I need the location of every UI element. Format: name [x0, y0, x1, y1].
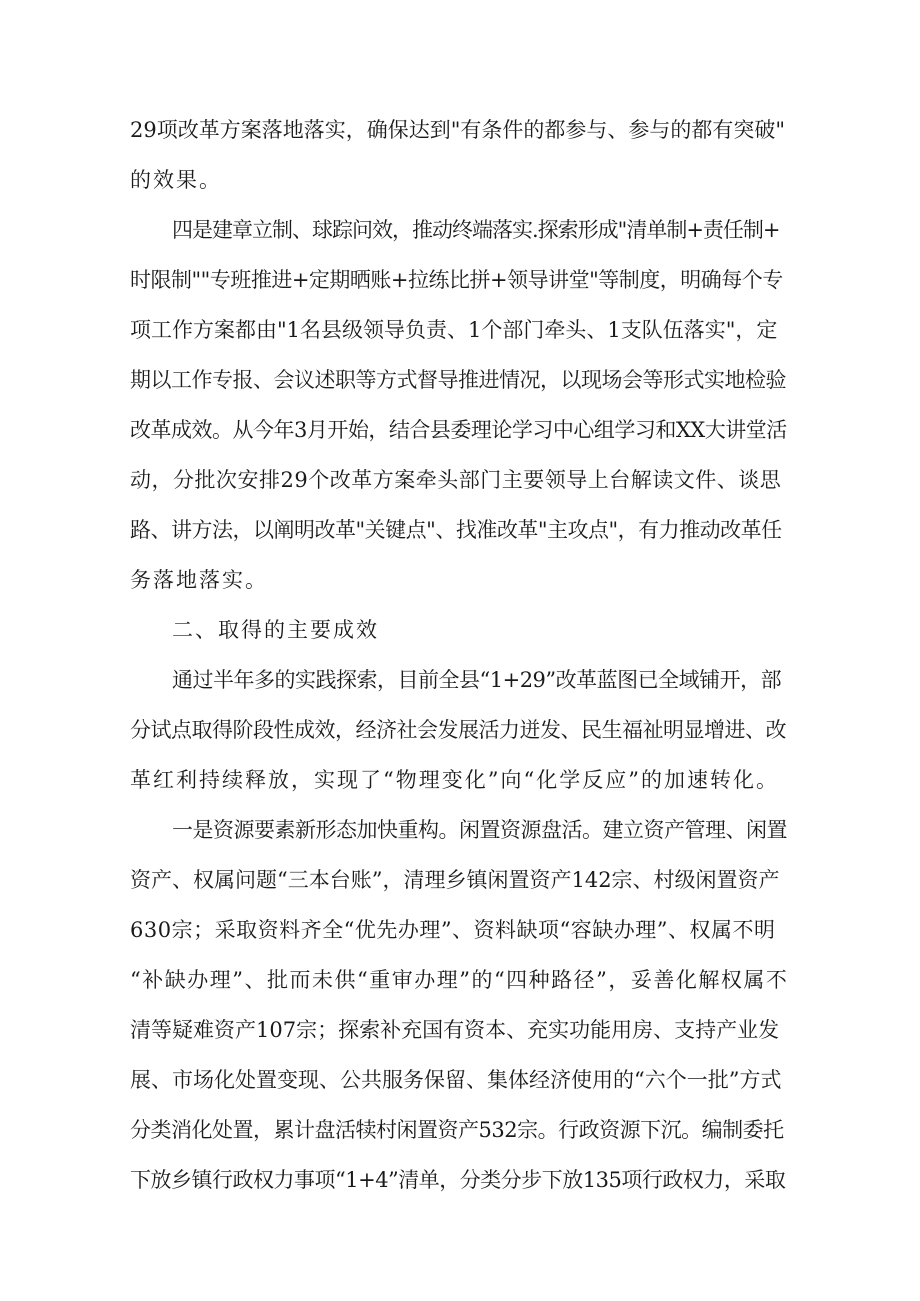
- section-heading: 二、取得的主要成效: [172, 618, 379, 642]
- paragraph-line: 下放乡镇行政权力事项“1+4”清单，分类分步下放135项行政权力，采取: [130, 1168, 786, 1192]
- paragraph-line: 630宗；采取资料齐全“优先办理”、资料缺项“容缺办理”、权属不明: [130, 918, 776, 942]
- paragraph-line: 四是建章立制、球踪问效，推动终端落实.探索形成"清单制+责任制+: [172, 218, 780, 242]
- paragraph-line: 29项改革方案落地落实，确保达到"有条件的都参与、参与的都有突破": [130, 118, 786, 142]
- paragraph-line: 分类消化处置，累计盘活犊村闲置资产532宗。行政资源下沉。编制委托: [130, 1118, 784, 1142]
- paragraph-line: 时限制""专班推进+定期晒账+拉练比拼+领导讲堂"等制度，明确每个专: [130, 268, 783, 292]
- paragraph-line: 分试点取得阶段性成效，经济社会发展活力迸发、民生福祉明显增进、改: [130, 718, 786, 742]
- paragraph-line: 改革成效。从今年3月开始，结合县委理论学习中心组学习和XX大讲堂活: [130, 418, 787, 442]
- paragraph-line: “补缺办理”、批而未供“重审办理”的“四种路径”，妥善化解权属不: [130, 968, 789, 992]
- paragraph-line: 路、讲方法，以阐明改革"关键点"、找准改革"主攻点"，有力推动改革任: [130, 518, 782, 542]
- paragraph-line: 展、市场化处置变现、公共服务保留、集体经济使用的“六个一批”方式: [130, 1068, 782, 1092]
- paragraph-line: 资产、权属问题“三本台账”，清理乡镇闲置资产142宗、村级闲置资产: [130, 868, 780, 892]
- paragraph-line: 的效果。: [130, 168, 222, 192]
- paragraph-line: 期以工作专报、会议述职等方式督导推进情况，以现场会等形式实地检验: [130, 368, 786, 392]
- paragraph-line: 革红利持续释放，实现了“物理变化”向“化学反应”的加速转化。: [130, 768, 779, 792]
- paragraph-line: 务落地落实。: [130, 568, 268, 592]
- paragraph-line: 项工作方案都由"1名县级领导负责、1个部门牵头、1支队伍落实"，定: [130, 318, 778, 342]
- paragraph-line: 一是资源要素新形态加快重构。闲置资源盘活。建立资产管理、闲置: [172, 818, 787, 842]
- paragraph-line: 通过半年多的实践探索，目前全县“1+29”改革蓝图已全域铺开，部: [172, 668, 782, 692]
- paragraph-line: 动，分批次安排29个改革方案牵头部门主要领导上台解读文件、谈思: [130, 468, 782, 492]
- paragraph-line: 清等疑难资产107宗；探索补充国有资本、充实功能用房、支持产业发: [130, 1018, 780, 1042]
